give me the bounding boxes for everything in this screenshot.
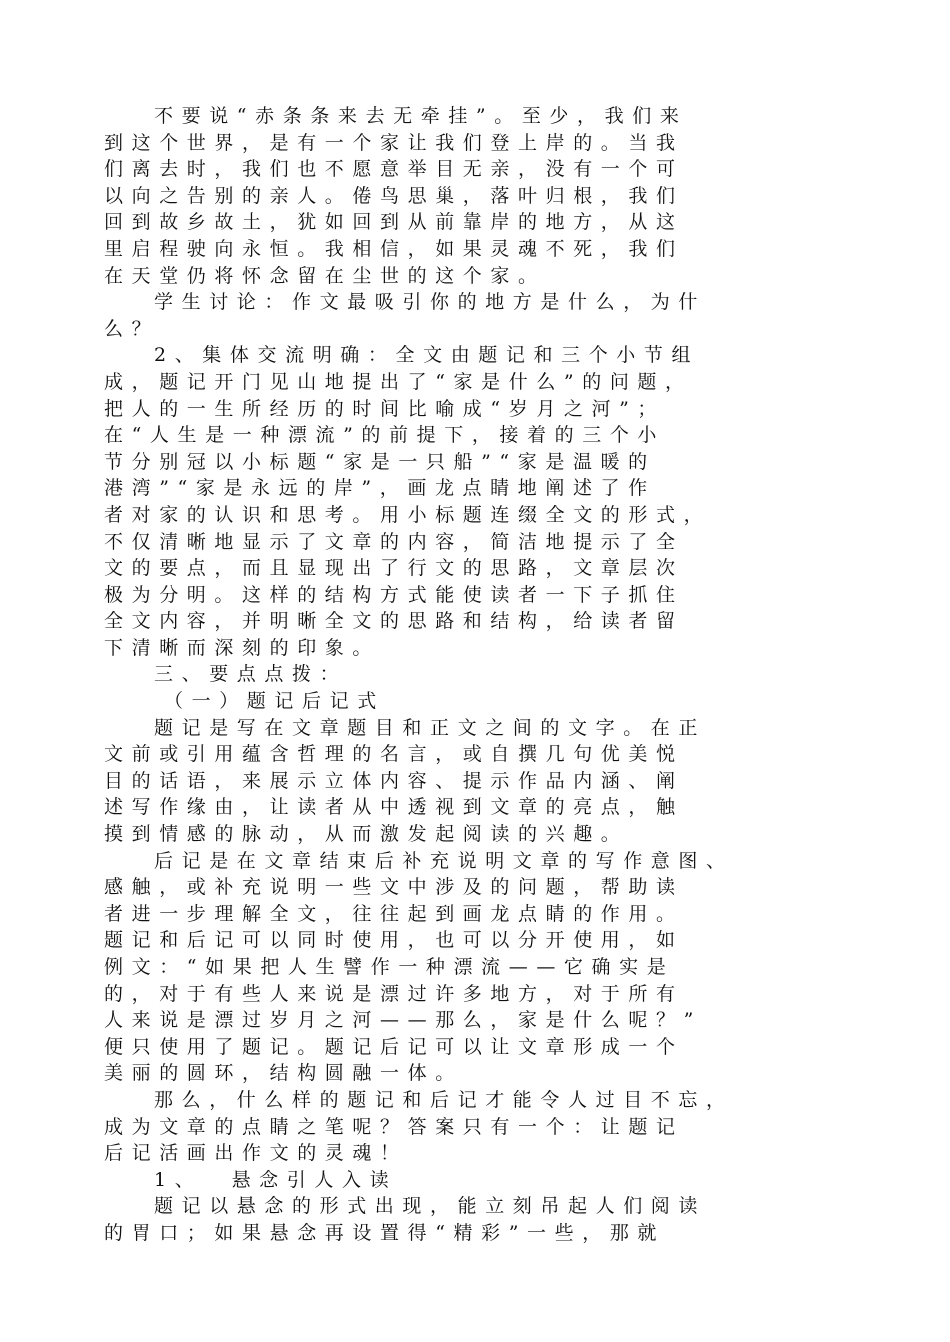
text-line: 在“人生是一种漂流”的前提下，接着的三个小 xyxy=(104,424,666,447)
text-line: 到这个世界，是有一个家让我们登上岸的。当我 xyxy=(104,131,684,154)
text-line: 里启程驶向永恒。我相信，如果灵魂不死，我们 xyxy=(104,237,684,260)
text-line: 三、要点点拨： xyxy=(154,663,348,686)
text-line: 港湾”“家是永远的岸”，画龙点睛地阐述了作 xyxy=(104,477,656,500)
text-line: 成为文章的点睛之笔呢？答案只有一个：让题记 xyxy=(104,1115,684,1138)
text-line: 1、 悬念引人入读 xyxy=(154,1168,398,1191)
text-line: 文前或引用蕴含哲理的名言，或自撰几句优美悦 xyxy=(104,743,684,766)
text-line: 例文：“如果把人生譬作一种漂流——它确实是 xyxy=(104,956,675,978)
text-line: 题记和后记可以同时使用，也可以分开使用，如 xyxy=(104,929,684,952)
text-line: 摸到情感的脉动，从而激发起阅读的兴趣。 xyxy=(104,823,629,846)
text-line: 下清晰而深刻的印象。 xyxy=(104,636,381,659)
text-line: 题记是写在文章题目和正文之间的文字。在正 xyxy=(154,716,707,739)
text-line: 不要说“赤条条来去无牵挂”。至少，我们来 xyxy=(154,105,688,127)
text-line: 后记活画出作文的灵魂！ xyxy=(104,1142,408,1165)
text-line: 题记以悬念的形式出现，能立刻吊起人们阅读 xyxy=(154,1195,707,1218)
text-line: 把人的一生所经历的时间比喻成“岁月之河”； xyxy=(104,397,666,420)
text-line: 那么，什么样的题记和后记才能令人过目不忘， xyxy=(154,1088,734,1111)
text-line: 以向之告别的亲人。倦鸟思巢，落叶归根，我们 xyxy=(104,184,684,207)
text-line: 者进一步理解全文，往往起到画龙点睛的作用。 xyxy=(104,902,684,925)
text-line: 全文内容，并明晰全文的思路和结构，给读者留 xyxy=(104,610,684,633)
text-line: 者对家的认识和思考。用小标题连缀全文的形式， xyxy=(104,503,712,526)
text-line: 美丽的圆环，结构圆融一体。 xyxy=(104,1062,463,1085)
text-line: 人来说是漂过岁月之河——那么，家是什么呢？” xyxy=(104,1009,702,1032)
text-line: 在天堂仍将怀念留在尘世的这个家。 xyxy=(104,264,546,287)
text-line: 便只使用了题记。题记后记可以让文章形成一个 xyxy=(104,1035,684,1058)
text-line: 节分别冠以小标题“家是一只船”“家是温暖的 xyxy=(104,450,656,473)
text-line: 的，对于有些人来说是漂过许多地方，对于所有 xyxy=(104,982,684,1005)
text-line: 成，题记开门见山地提出了“家是什么”的问题， xyxy=(104,370,693,393)
text-line: 学生讨论：作文最吸引你的地方是什么，为什 xyxy=(154,291,707,314)
text-line: 不仅清晰地显示了文章的内容，简洁地提示了全 xyxy=(104,530,684,553)
text-line: 的胃口；如果悬念再设置得“精彩”一些，那就 xyxy=(104,1221,666,1244)
text-line: 目的话语，来展示立体内容、提示作品内涵、阐 xyxy=(104,769,684,792)
text-line: 述写作缘由，让读者从中透视到文章的亮点，触 xyxy=(104,796,684,819)
text-line: 么？ xyxy=(104,317,160,340)
text-line: 文的要点，而且显现出了行文的思路，文章层次 xyxy=(104,557,684,580)
document-body xyxy=(104,103,864,1247)
text-line: 极为分明。这样的结构方式能使读者一下子抓住 xyxy=(104,583,684,606)
text-line: 后记是在文章结束后补充说明文章的写作意图、 xyxy=(154,849,734,872)
text-line: 感触，或补充说明一些文中涉及的问题，帮助读 xyxy=(104,876,684,899)
text-line: （一）题记后记式 xyxy=(164,690,385,713)
text-line: 回到故乡故土，犹如回到从前靠岸的地方，从这 xyxy=(104,211,684,234)
text-line: 们离去时，我们也不愿意举目无亲，没有一个可 xyxy=(104,158,684,181)
text-line: 2、集体交流明确：全文由题记和三个小节组 xyxy=(154,344,700,367)
